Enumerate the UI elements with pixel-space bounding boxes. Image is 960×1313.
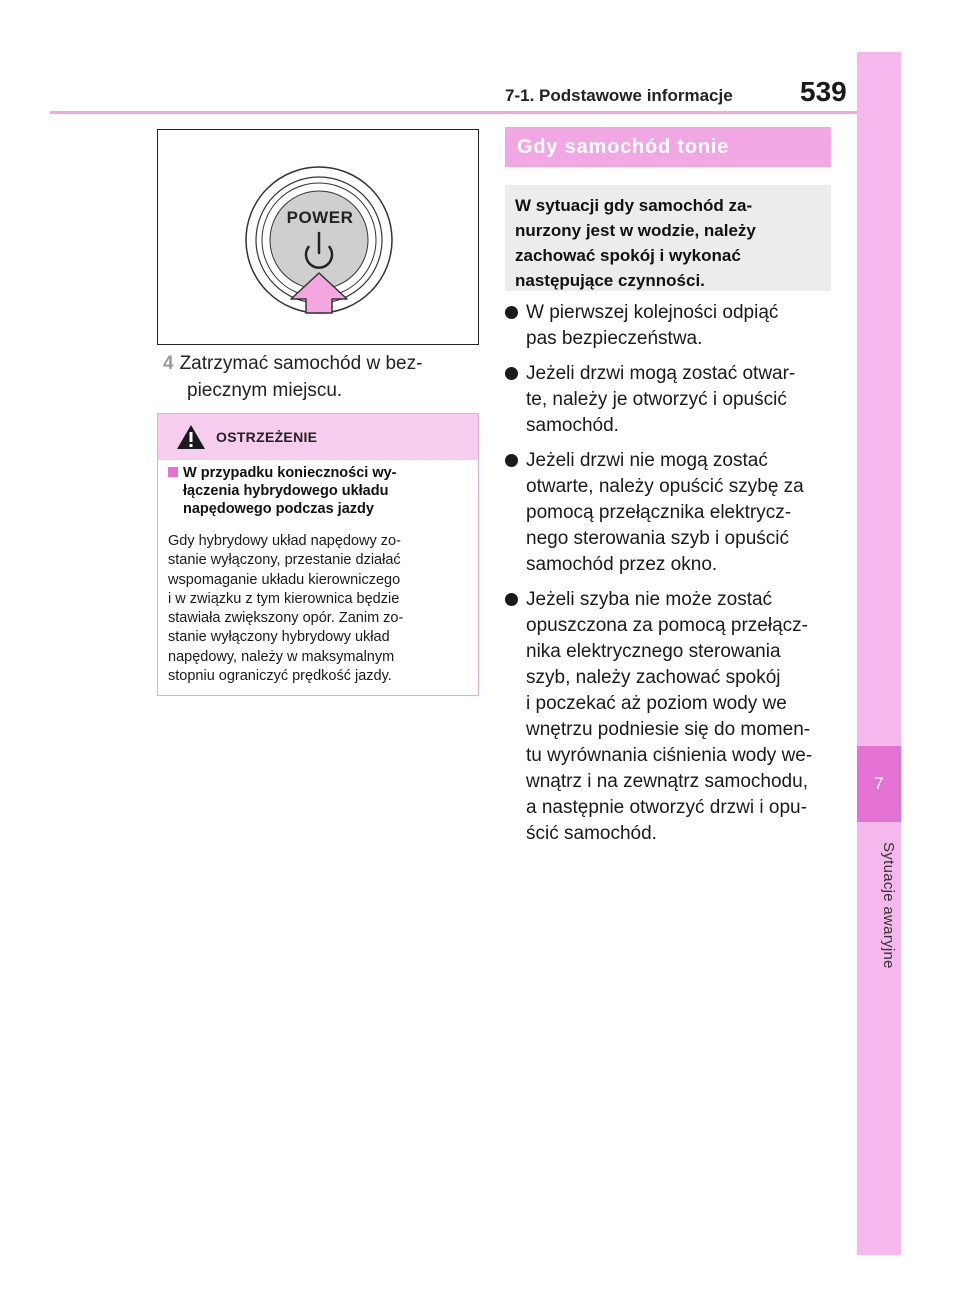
list-item [505,448,835,578]
list-item [505,361,835,439]
bullet-dot-icon [505,454,518,467]
list-item-line: i poczekać aż poziom wody we [526,693,787,714]
warning-icon [176,424,206,450]
warning-body-line: wspomaganie układu kierowniczego [168,571,401,588]
list-item-line: Jeżeli szyba nie może zostać [526,589,773,610]
warning-title: OSTRZEŻENIE [216,429,318,445]
warning-subheading [168,464,468,518]
warning-subheading-line: łączenia hybrydowego układu [183,483,389,499]
warning-body-line: i w związku z tym kierownica będzie [168,590,400,607]
step-number: 4 [163,353,174,374]
step-text-line: piecznym miejscu. [187,380,343,401]
list-item-line: ścić samochód. [526,823,657,844]
list-item [505,587,835,847]
list-item-line: szyb, należy zachować spokój [526,667,781,688]
chapter-side-tab [857,52,901,1255]
list-item-line: nego sterowania szyb i opuścić [526,528,789,549]
power-button-label: POWER [286,208,354,227]
chapter-number: 7 [857,746,901,822]
list-item-line: Jeżeli drzwi mogą zostać otwar- [526,363,796,384]
list-item [505,300,835,352]
list-item-line: wnętrzu podniesie się do momen- [526,719,811,740]
intro-line: następujące czynności. [515,271,705,290]
intro-line: zachować spokój i wykonać [515,246,741,265]
header-rule [50,111,857,114]
section-heading: Gdy samochód tonie [505,127,831,167]
warning-body-line: napędowy, należy w maksymalnym [168,648,395,665]
warning-subheading-line: napędowego podczas jazdy [183,501,374,517]
intro-line: W sytuacji gdy samochód za- [515,196,753,215]
list-item-line: otwarte, należy opuścić szybę za [526,476,804,497]
list-item-line: Jeżeli drzwi nie mogą zostać [526,450,768,471]
step-4 [163,350,479,404]
list-item-line: samochód przez okno. [526,554,718,575]
list-item-line: nika elektrycznego sterowania [526,641,781,662]
list-item-line: a następnie otworzyć drzwi i opu- [526,797,807,818]
warning-body-line: Gdy hybrydowy układ napędowy zo- [168,533,401,549]
chapter-title: Sytuacje awaryjne [880,842,897,969]
bullet-dot-icon [505,593,518,606]
warning-box [157,413,479,696]
list-item-line: samochód. [526,415,619,436]
list-item-line: pas bezpieczeństwa. [526,328,703,349]
warning-body-line: stanie wyłączony, przestanie działać [168,552,401,569]
intro-line: nurzony jest w wodzie, należy [515,221,756,240]
square-bullet-icon [168,467,178,477]
bullet-dot-icon [505,306,518,319]
list-item-line: pomocą przełącznika elektrycz- [526,502,792,523]
list-item-line: wnątrz i na zewnątrz samochodu, [526,771,808,792]
bullet-list [505,300,835,856]
list-item-line: te, należy je otworzyć i opuścić [526,389,787,410]
section-header: 7-1. Podstawowe informacje [505,86,733,105]
page-number: 539 [800,76,847,107]
warning-body [168,532,473,686]
warning-header [158,414,478,460]
warning-body-line: stawiała zwiększony opór. Zanim zo- [168,610,404,627]
step-text-line: Zatrzymać samochód w bez- [179,353,423,374]
power-button-illustration [157,129,479,345]
list-item-line: opuszczona za pomocą przełącz- [526,615,808,636]
bullet-dot-icon [505,367,518,380]
list-item-line: tu wyrównania ciśnienia wody we- [526,745,813,766]
list-item-line: W pierwszej kolejności odpiąć [526,302,779,323]
warning-subheading-line: W przypadku konieczności wy- [183,465,397,481]
warning-body-line: stanie wyłączony hybrydowy układ [168,629,390,646]
section-intro [505,185,831,291]
warning-body-line: stopniu ograniczyć prędkość jazdy. [168,668,392,685]
